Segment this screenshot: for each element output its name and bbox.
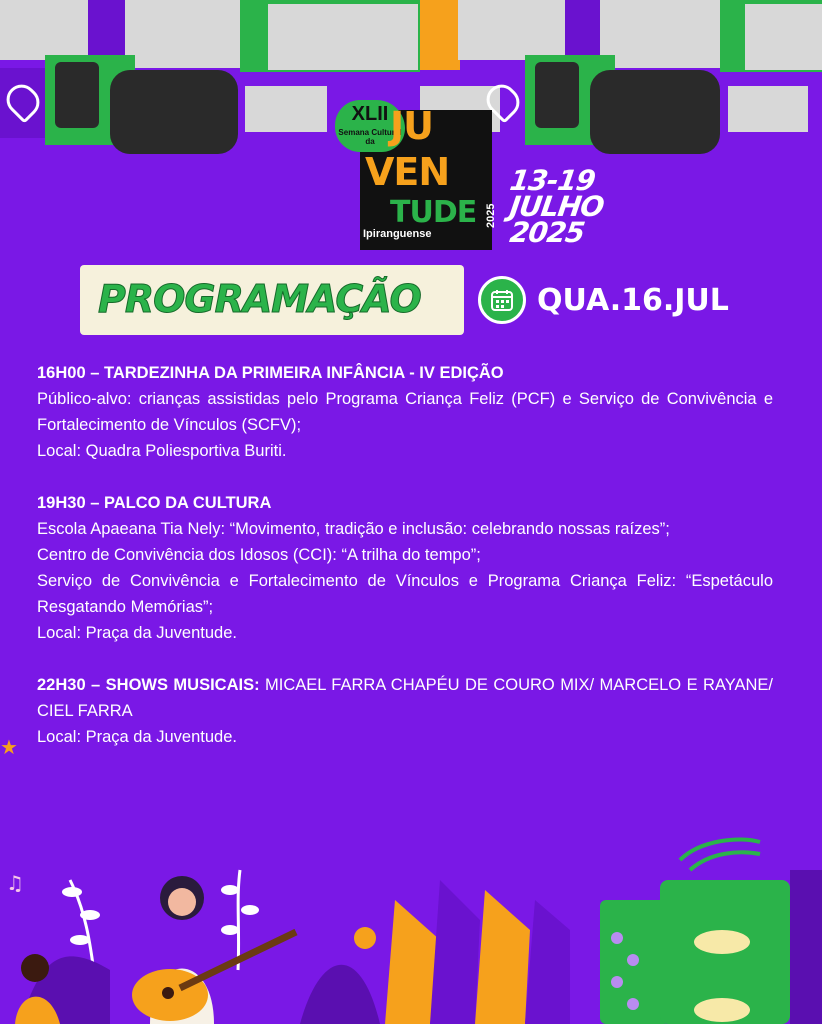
dot [354, 927, 376, 949]
event-dates [507, 164, 606, 249]
sculpture-photo [600, 0, 720, 68]
leaf-shape [300, 965, 380, 1024]
logo-year: 2025 [485, 203, 497, 228]
map-shape [590, 70, 720, 154]
church-building [268, 4, 418, 70]
fan-slat [430, 880, 480, 1024]
event-line: Local: Quadra Poliesportiva Buriti. [37, 442, 287, 460]
date-month: JULHO [507, 190, 606, 223]
event-heading: 19H30 – PALCO DA CULTURA [37, 494, 272, 512]
event-line: Público-alvo: crianças assistidas pelo Programa Criança Feliz (PCF) e Serviço de Convivência e Fortalecimento de Vínculos (SCFV); [37, 390, 773, 434]
event-heading: 22H30 – SHOWS MUSICAIS: [37, 676, 260, 694]
edition-number: XLII [351, 103, 389, 125]
event-line: Local: Praça da Juventude. [37, 728, 237, 746]
logo-word-2: VEN [365, 150, 450, 194]
building-photo [728, 86, 808, 132]
logo-town: Ipiranguense [363, 228, 432, 240]
radio-photo [0, 0, 90, 60]
sculpture-photo [125, 0, 240, 68]
event-heading: 16H00 – TARDEZINHA DA PRIMEIRA INFÂNCIA - IV EDIÇÃO [37, 364, 504, 382]
girl-face [168, 888, 196, 916]
event-line: Escola Apaeana Tia Nely: “Movimento, tradição e inclusão: celebrando nossas raízes”; [37, 520, 670, 538]
event-performers: MICAEL FARRA CHAPÉU DE COURO MIX/ MARCELO E RAYANE/ CIEL FARRA [37, 676, 773, 720]
event-line: Centro de Convivência dos Idosos (CCI): “A trilha do tempo”; [37, 546, 481, 564]
calendar-icon [478, 276, 526, 324]
event-line: Serviço de Convivência e Fortalecimento de Vínculos e Programa Criança Feliz: “Espetáculo Resgatando Memórias”; [37, 572, 773, 616]
event-heading-block [37, 672, 773, 724]
event-logo [335, 100, 495, 250]
logo-word-1: JU [390, 104, 433, 148]
collage-block [420, 0, 460, 70]
music-note-icon: ♫ [6, 871, 24, 895]
clock-icon [55, 62, 99, 128]
child-head [21, 954, 49, 982]
event-line: Local: Praça da Juventude. [37, 624, 237, 642]
collage-block [565, 0, 605, 60]
building-photo [245, 86, 327, 132]
edition-tagline: Semana Cultural da [338, 128, 402, 146]
date-range: 13-19 [507, 164, 597, 197]
logo-word-3: TUDE [390, 195, 477, 230]
date-year: 2025 [507, 216, 587, 249]
map-shape [110, 70, 238, 154]
schedule [37, 360, 773, 750]
programacao-banner [80, 265, 464, 335]
fan-slat [525, 900, 570, 1024]
day-label: QUA.16.JUL [537, 283, 729, 318]
collage-block [88, 0, 128, 60]
fan-slat [475, 890, 530, 1024]
radio-photo [458, 0, 568, 60]
programacao-title: PROGRAMAÇÃO [98, 277, 421, 321]
church-building [745, 4, 822, 70]
star-icon: ★ [0, 737, 18, 759]
clock-icon [535, 62, 579, 128]
footer-illustration [0, 820, 822, 1024]
